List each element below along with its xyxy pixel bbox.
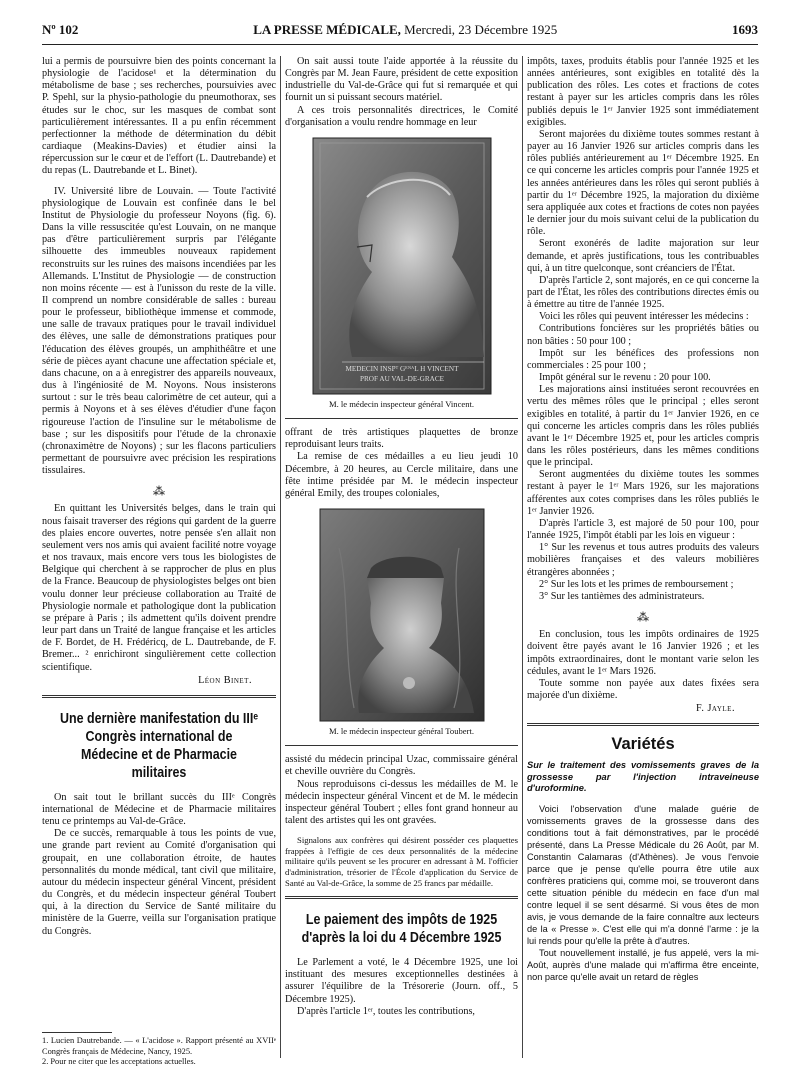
roles-intro: Voici les rôles qui peuvent intéresser les médecins : [539,311,749,323]
jayle-signature: F. Jayle. [696,703,735,715]
toubert-caption: M. le médecin inspecteur général Toubert. [328,726,475,737]
augmentation-paragraph: Seront augmentées du dixième toutes les sommes restant à payer le 1ᵉʳ Mars 1926, sur les majorations afférentes aux cotes comprises dans les rôles publiés le 1ᵉʳ Janvier 1926. [527,469,759,517]
taxes-paragraph-2: D'après l'article 1ᵉʳ, toutes les contributions, [297,1005,475,1017]
taxes-heading: Le paiement des impôts de 1925 d'après la loi du 4 Décembre 1925 [301,912,502,947]
vincent-medal-image [312,137,492,395]
article-2-paragraph: D'après l'article 2, sont majorés, en ce qui concerne la part de l'État, les rôles des contributions directes émis ou à émettre au titre de l'année 1925. [527,274,759,311]
majoration-paragraph: Seront majorées du dixième toutes sommes restant à payer au 16 Janvier 1926 sur articles compris dans les rôles publiés antérieurement au 1ᵉʳ Décembre 1925. En ce qui concerne les articles compris pour l'année 1925 et les années antérieures dans les rôles qui seront publiés à partir du 1ᵉʳ Décembre 1925, la majoration du dixième sera appliquée aux cotes et fractions de cotes non payées le dernier jour du mois suivant celui de la publication du rôle. [527,128,759,238]
section-divider [42,695,276,698]
medal-inscription-vincent: MEDECIN INSPᵀ GᴱᴺᴬL H VINCENT [344,364,459,373]
column-rule-1 [280,56,281,1058]
toubert-medal-image [319,508,485,722]
article-3-item-3: 3° Sur les tantièmes des administrateurs. [539,590,705,602]
medals-paragraph: Nous reproduisons ci-dessus les médailles de M. le médecin inspecteur général Vincent et de M. le médecin inspecteur général Toubert ; elles font grand honneur au talent des artistes qui les ont gravées. [285,778,518,826]
section-stars: ⁂ [153,484,165,499]
caption-rule-1 [285,418,518,419]
congress-paragraph-2: De ce succès, remarquable à tous les points de vue, une grande part revient au Comité d'organisation qui groupait, en une collaboration étroite, de hautes personnalités du monde médical, tant civil que militaire, autour du médecin inspecteur général Vincent, président du Congrès, et du médecin inspecteur général Toubert qui, à la direction du Service de Santé militaire du ministère de la Guerre, veilla sur l'organisation pratique du Congrès. [42,828,276,937]
congress-heading: Une dernière manifestation du IIIᵉ Congrès international de Médecine et de Pharmacie militaires [59,710,259,781]
section-divider-3 [527,723,759,726]
roles-item-1: Contributions foncières sur les propriétés bâties ou non bâties : 50 pour 100 ; [527,323,759,347]
louvain-paragraph: IV. Université libre de Louvain. — Toute l'activité physiologique de Louvain est confinée dans le bel Institut de Physiologie du professeur Noyons (fig. 6). Dans la ville ressuscitée qu'est Louvain, on ne manque pas d'être particulièrement surpris par l'élégante silhouette des immeubles nouveaux rapidement reconstruits sur les ruines des maisons incendiées par les Allemands. L'Institut de Physiologie — de construction non moins récente — est à l'unisson du reste de la ville. Il comprend un nombre considérable de salles : bureau pour le professeur, bibliothèque immense et commode, une salle de travaux pratiques pour le travail individuel des élèves, une salle de démonstrations pratiques pour l'éducation des élèves groupés, un amphithéâtre et une série de pièces ayant chacune une affectation spéciale et, dans chacune, on a à enregistrer des appareils nouveaux, dus à l'ingéniosité de M. Noyons. Nous insisterons surtout : sur le très beau calorimètre de cet auteur, qui a permis à Noyons et à ses élèves d'étudier d'une façon rigoureuse l'action de l'insuline sur le métabolisme de base ; sur les dispositifs pour l'étude de la chronaxie (chronaximètre de Noyons) ; sur les flacons particuliers permettant de poursuivre avec précision les respirations tissulaires. [42,185,276,477]
running-header [42,22,758,45]
caption-rule-2 [285,745,518,746]
uzac-paragraph: assisté du médecin principal Uzac, commissaire général et cheville ouvrière du Congrès. [285,754,518,778]
article-3-item-2: 2° Sur les lots et les primes de remboursement ; [539,578,734,590]
page-number: 1693 [731,22,758,37]
varietes-paragraph-1: Voici l'observation d'une malade guérie de vomissements graves de la grossesse dans des conditions tout à fait démonstratives, par le procédé présenté, dans La Presse Médicale du 26 Août, par M. Constantin Calamaras (d'Athènes). Je vous l'envoie parce que je pense qu'elle pourra être utile aux confrères praticiens qui, comme moi, se trouveront dans cette situation pénible du médecin en face d'un mal contre lequel il se sent désarmé. Si vous êtes de mon avis, je vous demande de la faire connaître aux lecteurs de la « Presse ». C'est elle qui m'a donné l'arme : je la lui rends pour qu'elle la prête à d'autres. [527,803,759,946]
physiology-paragraph: lui a permis de poursuivre bien des points concernant la physiologie de l'acidose¹ et la détermination du métabolisme de base ; ses recherches, poursuivies avec P. Spehl, sur la physio-pathologie du pneumothorax, ses études sur le choc, sur les masques de combat sont particulièrement intéressantes. Il a pu enfin récemment perfectionner la méthode de détermination du débit cardiaque (Meakins-Davies) et étudier ainsi la répercussion sur le cœur et de l'effort (L. Dautrebande) et du repas (L. Dautrebande et L. Binet). [42,56,276,177]
taxes-col3-paragraph-1: impôts, taxes, produits établis pour l'année 1925 et les années antérieures, sont exigibles en totalité dès la publication des rôles. Les cotes et fractions de cotes restant à payer sur les articles compris dans les rôles publiés depuis le 1ᵉʳ Janvier 1925 sont immédiatement exigibles. [527,56,759,128]
article-3-item-1: 1° Sur les revenus et tous autres produits des valeurs mobilières françaises et des valeurs mobilières étrangères abonnées ; [527,542,759,578]
section-divider-2 [285,896,518,899]
ceremony-paragraph: La remise de ces médailles a eu lieu jeudi 10 Décembre, à 20 heures, au Cercle militaire, dans une fête intime présidée par M. le médecin inspecteur général Emily, des troupes coloniales, [285,451,518,499]
issue-number: Nº 102 [42,22,79,37]
svg-text:PROF AU VAL-DE-GRACE: PROF AU VAL-DE-GRACE [359,374,444,383]
author-signature: Léon Binet. [198,674,252,686]
faure-paragraph: On sait aussi toute l'aide apportée à la réussite du Congrès par M. Jean Faure, président de cette exposition industrielle du Val-de-Grâce qui fut si remarquée et qui fournit un si puissant secours matériel. [285,56,518,104]
column-rule-2 [522,56,523,1058]
roles-item-2: Impôt sur les bénéfices des professions non commerciales : 25 pour 100 ; [527,347,759,371]
column-2 [285,56,518,1066]
leaving-paragraph: En quittant les Universités belges, dans le train qui nous faisait traverser des régions qui gardent de la guerre des plaies encore ouvertes, notre pensée s'en allait non seulement vers nos amis qui avaient facilité notre voyage et nos travaux, mais encore vers tous les biologistes de Belgique qui cherchent à se rapprocher de plus en plus de la France. Beaucoup de physiologistes belges ont bien voulu donner leur précieuse collaboration au Traité de Physiologie normale et pathologique dont la publication se prépare à Paris ; ils admettent qu'ils doivent prendre leur part dans un Traité de langue française et les articles de F. Bordet, de H. Frédéricq, de L. Dautrebande, de F. Bremer... ² enrichiront singulièrement cette collection scientifique. [42,503,276,673]
varietes-subtitle: Sur le traitement des vomissements graves de la grossesse par l'injection intraveineuse d'uroformine. [527,760,759,794]
column-3 [527,56,759,1066]
congress-paragraph-1: On sait tout le brillant succès du IIIᵉ Congrès international de Médecine et de Pharmacie militaires tenu ce printemps au Val-de-Grâce. [42,791,276,828]
column-1 [42,56,276,1066]
conclusion-paragraph: En conclusion, tous les impôts ordinaires de 1925 doivent être payés avant le 16 Janvier 1926 ; et les impôts extraordinaires, dont le montant varie selon les cédules, avant le 1ᵉʳ Mars 1926. [527,629,759,677]
section-stars-2: ⁂ [637,610,649,625]
vincent-caption: M. le médecin inspecteur général Vincent. [328,398,475,409]
roles-item-3: Impôt général sur le revenu : 20 pour 100. [539,372,711,384]
article-3-paragraph: D'après l'article 3, est majoré de 50 pour 100, pour l'année 1925, l'impôt établi par les lois en vigueur : [527,517,759,542]
varietes-heading: Variétés [611,735,675,754]
recovery-paragraph: Les majorations ainsi instituées seront recouvrées en vertu des mêmes rôles que le principal ; elles seront exigibles en totalité, à partir du 1ᵉʳ Janvier 1926, en ce qui concerne les articles compris dans les rôles publiés avant le 1ᵉʳ Décembre 1925 et, pour les articles compris dans les rôles postérieurs, dans les mêmes conditions que le principal. [527,384,759,469]
final-paragraph: Toute somme non payée aux dates fixées sera majorée d'un dixième. [527,677,759,701]
varietes-paragraph-2: Tout nouvellement installé, je fus appelé, vers la mi-Août, auprès d'une malade qui m'affirma être enceinte, non parce qu'elle avait un retard de règles [527,947,759,982]
journal-title: LA PRESSE MÉDICALE, [253,22,401,37]
taxes-paragraph-1: Le Parlement a voté, le 4 Décembre 1925, une loi instituant des mesures exceptionnelles destinées à assurer l'équilibre de la Trésorerie (Journ. off., 5 Décembre 1925). [285,957,518,1005]
footnote-rule [42,1032,112,1033]
footnote-1: 1. Lucien Dautrebande. — « L'acidose ». Rapport présenté au XVIIᵉ Congrès français de Médecine, Nancy, 1925. [42,1036,276,1056]
footnote-2: 2. Pour ne citer que les acceptations actuelles. [42,1057,196,1066]
journal-title-line [253,22,557,38]
issue-date: Mercredi, 23 Décembre 1925 [404,22,558,37]
homage-paragraph: A ces trois personnalités directrices, le Comité d'organisation a voulu rendre hommage en leur [285,104,518,128]
plaquettes-paragraph: offrant de très artistiques plaquettes de bronze reproduisant leurs traits. [285,427,518,451]
exoneration-paragraph: Seront exonérés de ladite majoration sur leur demande, et après justifications, tous les contribuables qui, à un titre quelconque, sont créanciers de l'État. [527,238,759,274]
plaquettes-notice: Signalons aux confrères qui désirent posséder ces plaquettes frappées à l'effigie de ces deux personnalités de la médecine militaire qu'ils peuvent se les procurer en adressant à M. l'officier d'administration, trésorier de l'École d'application du Service de Santé au Val-de-Grâce, la somme de 25 francs par médaille. [285,835,518,888]
